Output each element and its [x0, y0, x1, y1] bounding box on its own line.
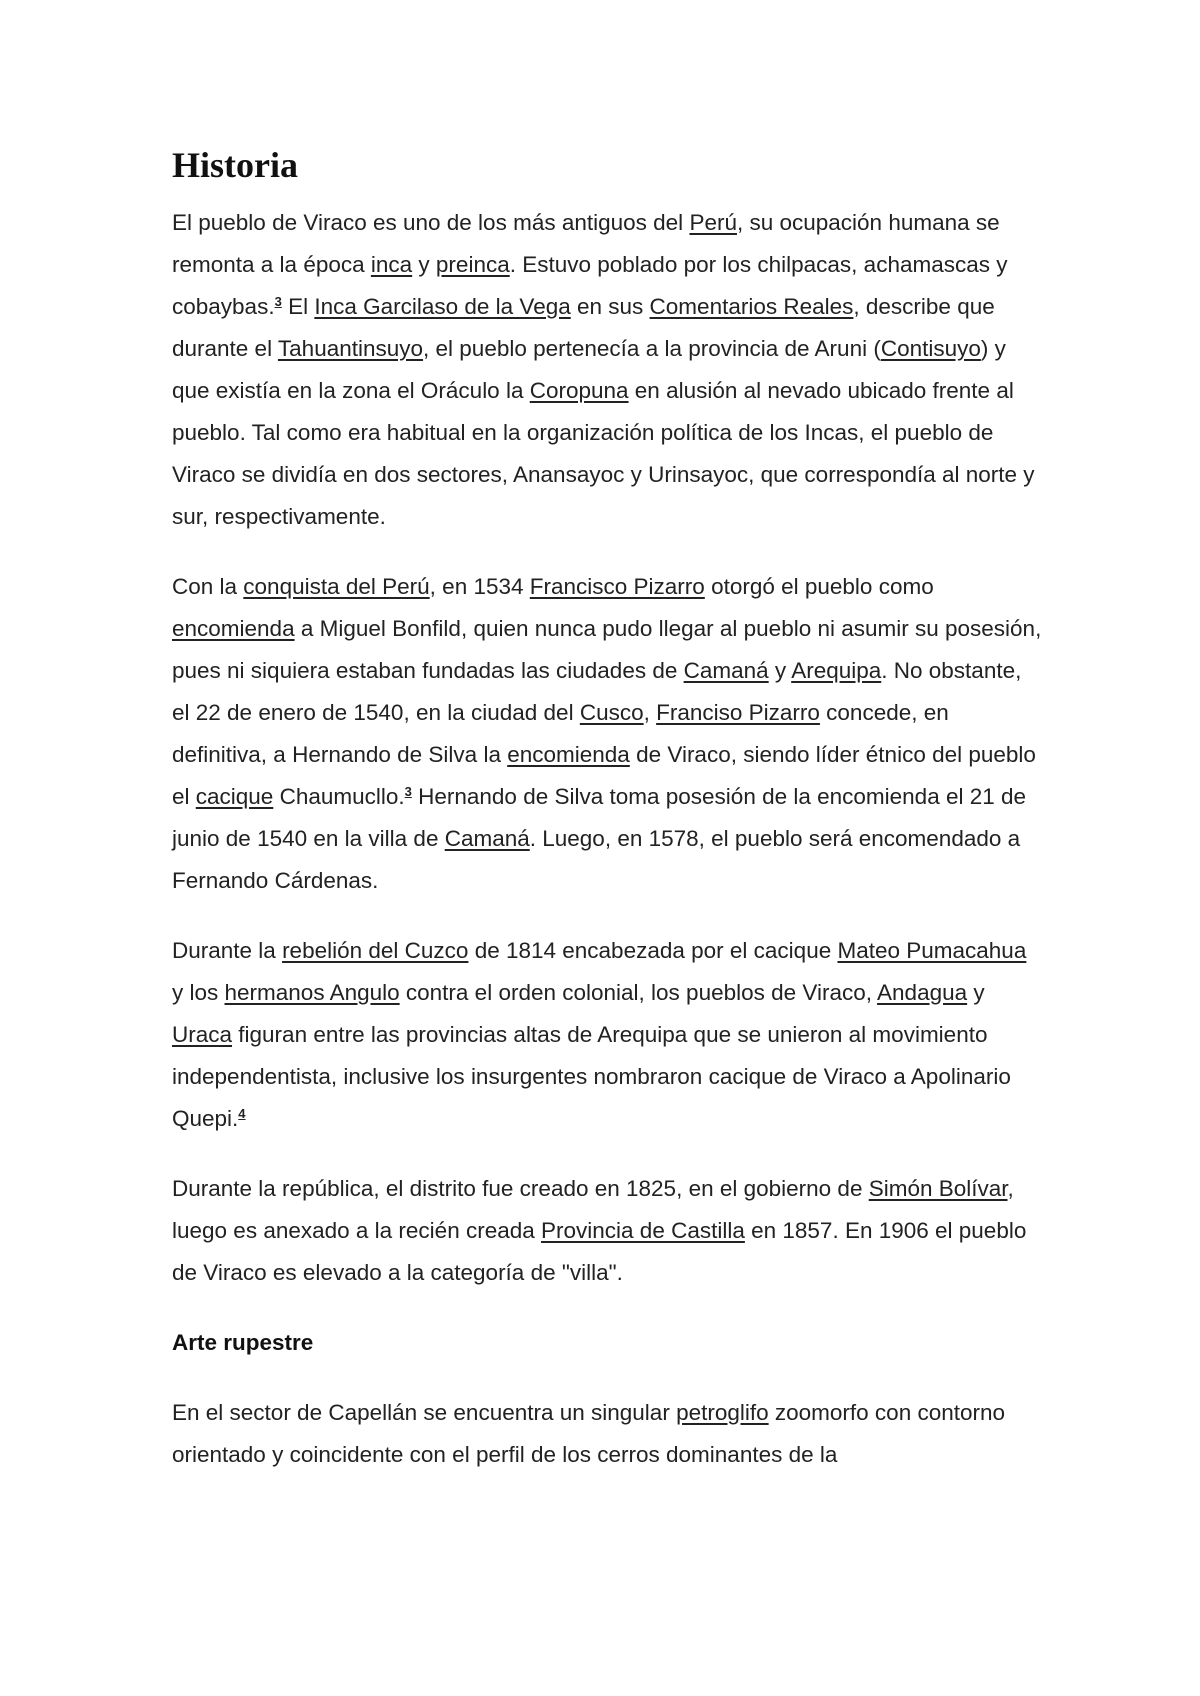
article-link[interactable]: Franciso Pizarro	[656, 700, 820, 725]
article-link[interactable]: Camaná	[444, 826, 530, 851]
body-text: . Luego, en 1578, el pueblo será encomendado a Fernando Cárdenas.	[172, 826, 1021, 893]
body-text: , su ocupación humana se remonta a la época	[172, 210, 1000, 277]
body-text: y	[412, 252, 436, 277]
article-link[interactable]: Mateo Pumacahua	[837, 938, 1027, 963]
body-text: otorgó el pueblo como	[704, 574, 934, 599]
body-text: , en 1534	[429, 574, 530, 599]
body-text: zoomorfo con contorno orientado y coincidente con el perfil de los cerros dominantes de la	[172, 1400, 1006, 1467]
body-text: Con la	[172, 574, 244, 599]
article-link[interactable]: Uraca	[172, 1022, 233, 1047]
body-text: . No obstante, el 22 de enero de 1540, en la ciudad del	[172, 658, 1022, 725]
article-link[interactable]: Francisco Pizarro	[529, 574, 705, 599]
paragraph	[172, 202, 1042, 538]
article-link[interactable]: Contisuyo	[880, 336, 981, 361]
body-text: Hernando de Silva toma posesión de la encomienda el 21 de junio de 1540 en la villa de	[172, 784, 1027, 851]
article-link[interactable]: Perú	[689, 210, 737, 235]
page-title: Historia	[172, 145, 298, 185]
body-text: , describe que durante el	[172, 294, 995, 361]
footnote-ref[interactable]: 3	[274, 294, 282, 309]
body-text: y	[768, 658, 792, 683]
article-link[interactable]: preinca	[435, 252, 510, 277]
history-section	[172, 202, 1042, 1294]
article-link[interactable]: Coropuna	[529, 378, 629, 403]
body-text: Chaumucllo.	[273, 784, 405, 809]
body-text: a Miguel Bonfild, quien nunca pudo llegar al pueblo ni asumir su posesión, pues ni siquiera estaban fundadas las ciudades de	[172, 616, 1042, 683]
body-text: . Estuvo poblado por los chilpacas, achamascas y cobaybas.	[172, 252, 1008, 319]
body-text: concede, en definitiva, a Hernando de Silva la	[172, 700, 949, 767]
article-link[interactable]: Arequipa	[791, 658, 882, 683]
body-text: ,	[643, 700, 657, 725]
article-link[interactable]: conquista del Perú	[243, 574, 430, 599]
article-link[interactable]: encomienda	[172, 616, 295, 641]
article	[172, 140, 1042, 1504]
paragraph	[172, 930, 1042, 1140]
body-text: ) y que existía en la zona el Oráculo la	[172, 336, 1006, 403]
article-link[interactable]: inca	[370, 252, 413, 277]
article-link[interactable]: Andagua	[877, 980, 968, 1005]
article-link[interactable]: Cusco	[579, 700, 644, 725]
body-text: , luego es anexado a la recién creada	[172, 1176, 1014, 1243]
article-link[interactable]: rebelión del Cuzco	[282, 938, 469, 963]
body-text: contra el orden colonial, los pueblos de Viraco,	[399, 980, 878, 1005]
body-text: El pueblo de Viraco es uno de los más antiguos del	[172, 210, 690, 235]
paragraph	[172, 566, 1042, 902]
body-text: en alusión al nevado ubicado frente al pueblo. Tal como era habitual en la organización política de los Incas, el pueblo de Viraco se dividía en dos sectores, Anansayoc y Urinsayoc, que correspondía al norte y sur, respectivamente.	[172, 378, 1035, 529]
body-text: Durante la	[172, 938, 283, 963]
article-link[interactable]: petroglifo	[676, 1400, 769, 1425]
body-text: En el sector de Capellán se encuentra un singular	[172, 1400, 677, 1425]
body-text: , el pueblo pertenecía a la provincia de Aruni (	[423, 336, 881, 361]
body-text: Durante la república, el distrito fue creado en 1825, en el gobierno de	[172, 1176, 869, 1201]
body-text: figuran entre las provincias altas de Arequipa que se unieron al movimiento independentista, inclusive los insurgentes nombraron cacique de Viraco a Apolinario Quepi.	[172, 1022, 1011, 1131]
footnote-ref[interactable]: 4	[238, 1106, 246, 1121]
article-link[interactable]: Camaná	[683, 658, 769, 683]
article-link[interactable]: Simón Bolívar	[868, 1176, 1008, 1201]
body-text: y	[967, 980, 985, 1005]
article-link[interactable]: Inca Garcilaso de la Vega	[314, 294, 571, 319]
article-link[interactable]: cacique	[195, 784, 274, 809]
body-text: El	[281, 294, 315, 319]
paragraph	[172, 1168, 1042, 1294]
body-text: y los	[172, 980, 225, 1005]
article-link[interactable]: hermanos Angulo	[224, 980, 400, 1005]
article-link[interactable]: Provincia de Castilla	[541, 1218, 745, 1243]
article-link[interactable]: encomienda	[507, 742, 630, 767]
article-link[interactable]: Tahuantinsuyo	[277, 336, 424, 361]
body-text: de 1814 encabezada por el cacique	[468, 938, 838, 963]
body-text: en 1857. En 1906 el pueblo de Viraco es elevado a la categoría de "villa".	[172, 1218, 1027, 1285]
paragraph	[172, 1392, 1042, 1476]
section-heading: Arte rupestre	[172, 1330, 314, 1355]
article-link[interactable]: Comentarios Reales	[649, 294, 854, 319]
body-text: de Viraco, siendo líder étnico del pueblo el	[172, 742, 1036, 809]
rock-art-section	[172, 1392, 1042, 1476]
footnote-ref[interactable]: 3	[404, 784, 412, 799]
body-text: en sus	[570, 294, 650, 319]
